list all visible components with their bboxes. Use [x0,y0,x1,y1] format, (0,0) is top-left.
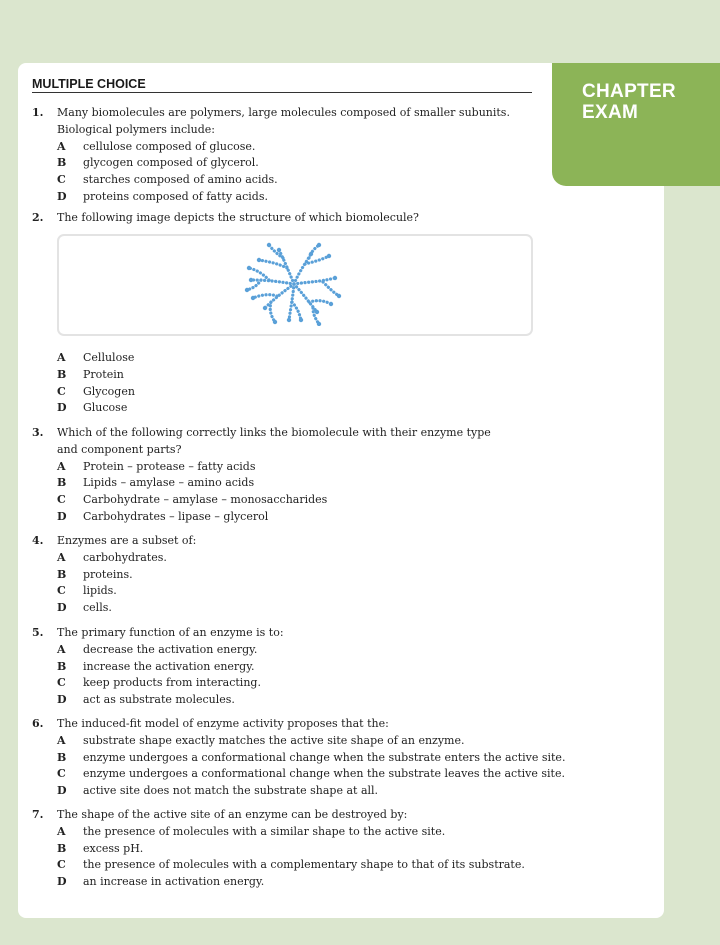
question-number: 3. [32,426,44,439]
option-letter: B [57,659,67,673]
option-text: Lipids – amylase – amino acids [83,476,255,490]
option-letter: C [57,676,66,690]
question-number: 6. [32,717,44,730]
option-b [57,841,552,858]
option-d [57,874,552,891]
option-c [57,857,552,874]
option-letter: B [57,567,67,581]
option-letter: C [57,493,66,507]
option-a [57,139,552,156]
option-a [57,550,552,567]
option-c [57,384,552,401]
question-5 [32,625,552,709]
option-d [57,189,552,206]
option-letter: A [57,642,66,656]
question-7 [32,807,552,891]
option-text: the presence of molecules with a similar shape to the active site. [83,824,446,838]
tab-title-line2: EXAM [582,102,639,123]
option-b [57,659,552,676]
option-text: Carbohydrate – amylase – monosaccharides [83,493,328,507]
option-text: proteins. [83,567,133,581]
option-a [57,459,552,476]
chapter-exam-tab [552,63,720,186]
option-text: Cellulose [83,351,135,364]
option-a [57,733,552,750]
option-letter: C [57,384,66,398]
option-text: keep products from interacting. [83,676,261,690]
option-letter: D [57,875,67,889]
option-text: carbohydrates. [83,550,167,564]
option-text: decrease the activation energy. [83,642,258,656]
option-a [57,642,552,659]
option-letter: A [57,824,66,838]
option-b [57,567,552,584]
option-letter: D [57,601,67,615]
option-text: cells. [83,601,112,615]
option-text: active site does not match the substrate shape at all. [83,784,379,798]
option-letter: D [57,784,67,798]
chapter-exam-title [582,81,676,123]
option-b [57,475,552,492]
question-stem: The primary function of an enzyme is to: [57,626,284,639]
option-a [57,350,552,367]
question-3 [32,425,552,526]
option-d [57,509,552,526]
option-c [57,172,552,189]
option-letter: C [57,173,66,187]
option-letter: B [57,841,67,855]
option-text: proteins composed of fatty acids. [83,189,268,203]
question-4 [32,533,552,617]
option-text: starches composed of amino acids. [83,173,278,187]
question-stem: Enzymes are a subset of: [57,534,197,547]
option-letter: B [57,476,67,490]
option-text: Protein [83,367,124,381]
option-letter: A [57,459,66,473]
option-text: the presence of molecules with a complementary shape to that of its substrate. [83,858,525,872]
option-text: an increase in activation energy. [83,875,265,889]
option-letter: A [57,139,66,153]
option-letter: D [57,509,67,523]
option-letter: A [57,351,66,364]
option-d [57,692,552,709]
option-letter: D [57,693,67,707]
option-letter: B [57,156,67,170]
option-text: Glucose [83,401,128,415]
option-letter: A [57,733,66,747]
question-2 [32,210,552,227]
option-text: enzyme undergoes a conformational change when the substrate enters the active site. [83,750,566,764]
option-d [57,400,552,417]
option-text: substrate shape exactly matches the active site shape of an enzyme. [83,733,465,747]
option-b [57,155,552,172]
option-letter: B [57,750,67,764]
question-2-options [32,350,552,417]
question-number: 1. [32,106,44,119]
branched-polymer-illustration [239,242,349,326]
option-text: excess pH. [83,841,144,855]
heading-rule [32,92,532,93]
option-d [57,783,552,800]
option-b [57,367,552,384]
question-number: 4. [32,534,44,547]
question-stem: Many biomolecules are polymers, large molecules composed of smaller subunits. Biological polymers include: [57,106,510,136]
question-number: 7. [32,808,44,821]
option-text: glycogen composed of glycerol. [83,156,259,170]
option-text: lipids. [83,584,117,598]
option-letter: C [57,858,66,872]
option-c [57,766,565,783]
option-c [57,492,552,509]
option-a [57,824,552,841]
option-letter: D [57,401,67,415]
question-stem: The shape of the active site of an enzyme can be destroyed by: [57,808,408,821]
section-heading: MULTIPLE CHOICE [32,77,146,91]
option-text: enzyme undergoes a conformational change when the substrate leaves the active site. [83,767,565,781]
question-stem: Which of the following correctly links the biomolecule with their enzyme type and component parts? [57,426,491,456]
question-6 [32,716,566,800]
question-stem: The following image depicts the structure of which biomolecule? [57,211,419,224]
option-letter: C [57,584,66,598]
option-b [57,750,566,767]
option-letter: D [57,189,67,203]
option-d [57,600,552,617]
option-text: act as substrate molecules. [83,693,235,707]
question-1 [32,105,552,206]
option-letter: C [57,767,66,781]
option-text: Glycogen [83,384,135,398]
option-text: Carbohydrates – lipase – glycerol [83,509,269,523]
glycogen-figure [57,234,533,336]
question-number: 2. [32,211,44,224]
option-text: cellulose composed of glucose. [83,139,256,153]
option-letter: A [57,550,66,564]
question-number: 5. [32,626,44,639]
option-text: increase the activation energy. [83,659,255,673]
option-letter: B [57,367,67,381]
option-c [57,583,552,600]
tab-title-line1: CHAPTER [582,81,676,102]
option-c [57,675,552,692]
question-stem: The induced-fit model of enzyme activity proposes that the: [57,717,389,730]
option-text: Protein – protease – fatty acids [83,459,256,473]
